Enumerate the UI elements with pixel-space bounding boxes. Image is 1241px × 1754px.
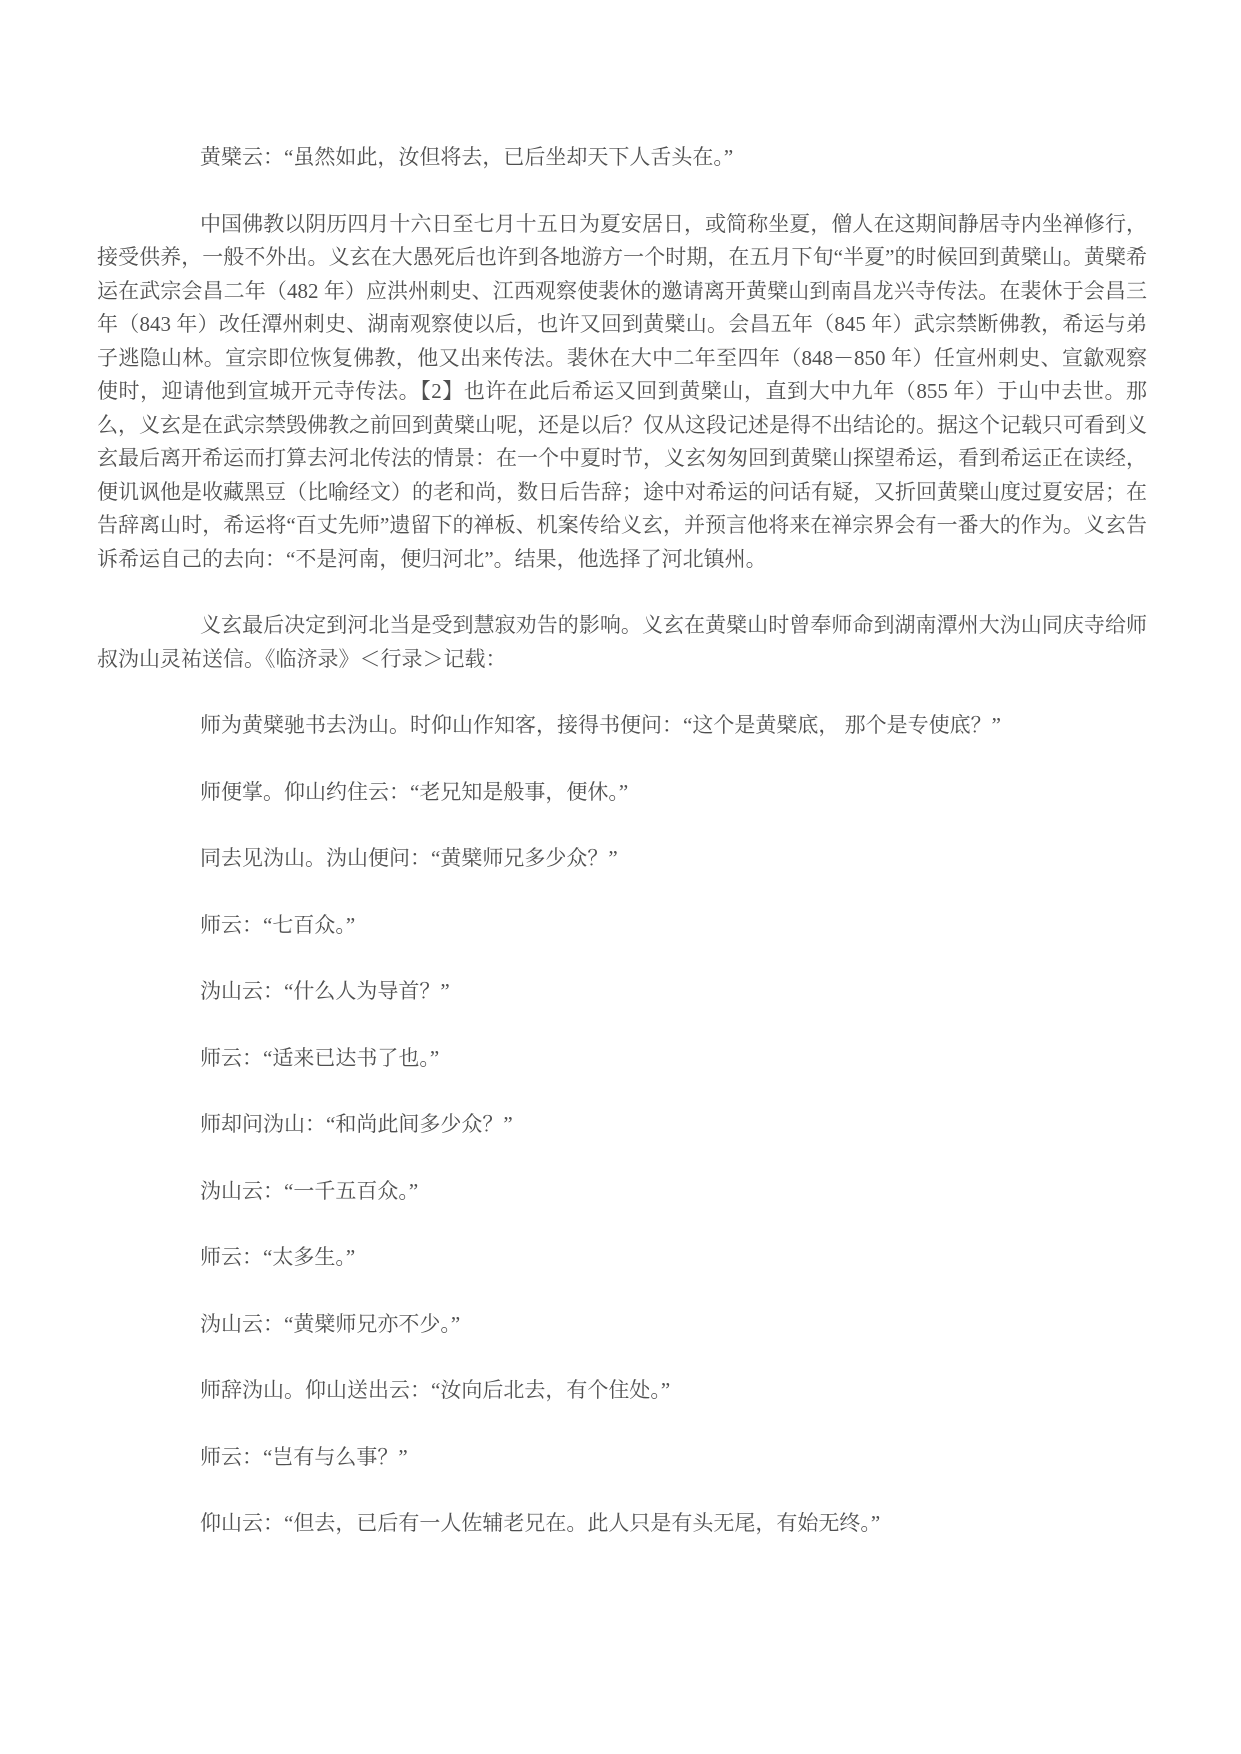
narrative-paragraph: 中国佛教以阴历四月十六日至七月十五日为夏安居日，或简称坐夏，僧人在这期间静居寺内坐禅修行，接受供养，一般不外出。义玄在大愚死后也许到各地游方一个时期，在五月下旬“半夏”的时候回到黄檗山。黄檗希运在武宗会昌二年（482 年）应洪州刺史、江西观察使裴休的邀请离开黄檗山到南昌龙兴寺传法。在裴休于会昌三年（843 年）改任潭州刺史、湖南观察使以后，也许又回到黄檗山。会昌五年（845 年）武宗禁断佛教，希运与弟子逃隐山林。宣宗即位恢复佛教，他又出来传法。裴休在大中二年至四年（848－850 年）任宣州刺史、宣歙观察使时，迎请他到宣城开元寺传法。【2】也许在此后希运又回到黄檗山，直到大中九年（855 年）于山中去世。那么，义玄是在武宗禁毁佛教之前回到黄檗山呢，还是以后？仅从这段记述是得不出结论的。据这个记载只可看到义玄最后离开希运而打算去河北传法的情景：在一个中夏时节，义玄匆匆回到黄檗山探望希运，看到希运正在读经，便讥讽他是收藏黑豆（比喻经文）的老和尚，数日后告辞；途中对希运的问话有疑，又折回黄檗山度过夏安居；在告辞离山时，希运将“百丈先师”遗留下的禅板、机案传给义玄，并预言他将来在禅宗界会有一番大的作为。义玄告诉希运自己的去向：“不是河南，便归河北”。结果，他选择了河北镇州。 xyxy=(97,211,1147,571)
quote-line-8: 沩山云：“一千五百众。” xyxy=(200,1178,419,1203)
quote-line-3: 同去见沩山。沩山便问：“黄檗师兄多少众？” xyxy=(200,846,618,870)
quote-line-12: 师云：“岂有与么事？” xyxy=(200,1444,408,1469)
quote-line-5: 沩山云：“什么人为导首？” xyxy=(200,979,450,1003)
source-intro-paragraph: 义玄最后决定到河北当是受到慧寂劝告的影响。义玄在黄檗山时曾奉师命到湖南潭州大沩山同庆寺给师叔沩山灵祐送信。《临济录》＜行录＞记载： xyxy=(97,613,1147,671)
quote-line-7: 师却问沩山：“和尚此间多少众？” xyxy=(200,1112,513,1136)
quote-line-6: 师云：“适来已达书了也。” xyxy=(200,1045,440,1070)
quote-line-9: 师云：“太多生。” xyxy=(200,1245,356,1269)
quote-line-13: 仰山云：“但去，已后有一人佐辅老兄在。此人只是有头无尾，有始无终。” xyxy=(200,1511,881,1535)
opening-dialogue-line: 黄檗云：“虽然如此，汝但将去，已后坐却天下人舌头在。” xyxy=(200,145,734,169)
quote-line-2: 师便掌。仰山约住云：“老兄知是般事，便休。” xyxy=(200,779,629,804)
quote-line-4: 师云：“七百众。” xyxy=(200,912,356,937)
quote-line-11: 师辞沩山。仰山送出云：“汝向后北去，有个住处。” xyxy=(200,1378,671,1402)
quote-line-1: 师为黄檗驰书去沩山。时仰山作知客，接得书便问：“这个是黄檗底， 那个是专使底？” xyxy=(200,713,1001,737)
quote-line-10: 沩山云：“黄檗师兄亦不少。” xyxy=(200,1311,461,1336)
